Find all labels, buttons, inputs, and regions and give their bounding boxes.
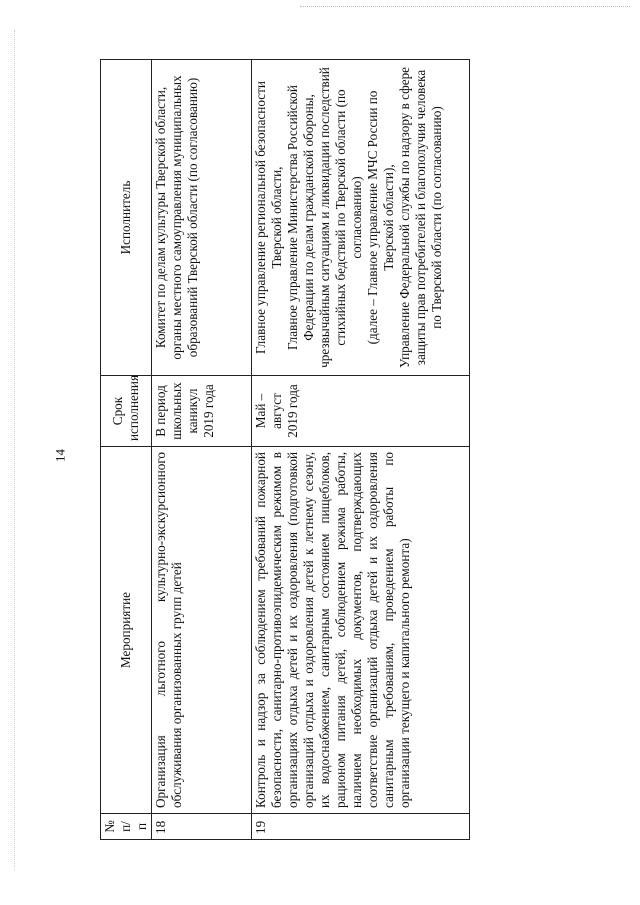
table-header-row [101,60,152,840]
header-event: Мероприятие [101,447,152,814]
executor-line: Управление Федеральной службы по надзору в сфере защиты прав потребителей и благополучия человека по Тверской области (по согласованию) [397,66,444,369]
header-num: № п/п [101,814,152,840]
row-term: В период школьных каникул 2019 года [152,376,252,447]
row-executor [252,60,470,376]
executor-line: Главное управление Министерства Российской Федерации по делам гражданской обороны, чрезвычайным ситуациям и ликвидации последствий стихийных бедствий по Тверской области (по согласованию) [285,67,364,368]
executor-line: Комитет по делам культуры Тверской области, [153,86,168,349]
row-num: 19 [252,814,470,840]
executor-line: органы местного самоуправления муниципальных образований Тверской области (по согласованию) [169,75,200,360]
activities-table [100,59,470,840]
header-term: Срок исполнения [101,376,152,447]
row-num: 18 [152,814,252,840]
table-row [152,60,252,840]
header-executor: Исполнитель [101,60,152,376]
table-row [252,60,470,840]
row-executor [152,60,252,376]
rotated-table-container [100,60,470,840]
row-term: Май – август 2019 года [252,376,470,447]
row-event: Организация льготного культурно-экскурсионного обслуживания организованных групп детей [152,447,252,814]
page-number: 14 [52,449,68,462]
row-event: Контроль и надзор за соблюдением требований пожарной безопасности, санитарно-противоэпидемическим режимом в организациях отдыха детей и их оздоровления (подготовкой организаций отдыха и оздоровления детей к летнему сезону, их водоснабжением, санитарным состоянием пищеблоков, рационом питания детей, соблюдением режима работы, наличием необходимых документов, подтверждающих соответствие организаций отдыха детей и их оздоровления санитарным требованиям, проведением работы по организации текущего и капитального ремонта) [252,447,470,814]
scan-edge-left [14,30,15,870]
executor-line: Главное управление региональной безопасности Тверской области, [253,81,284,354]
scan-edge-top [300,6,630,7]
executor-line: (далее – Главное управление МЧС России по Тверской области), [365,90,396,345]
